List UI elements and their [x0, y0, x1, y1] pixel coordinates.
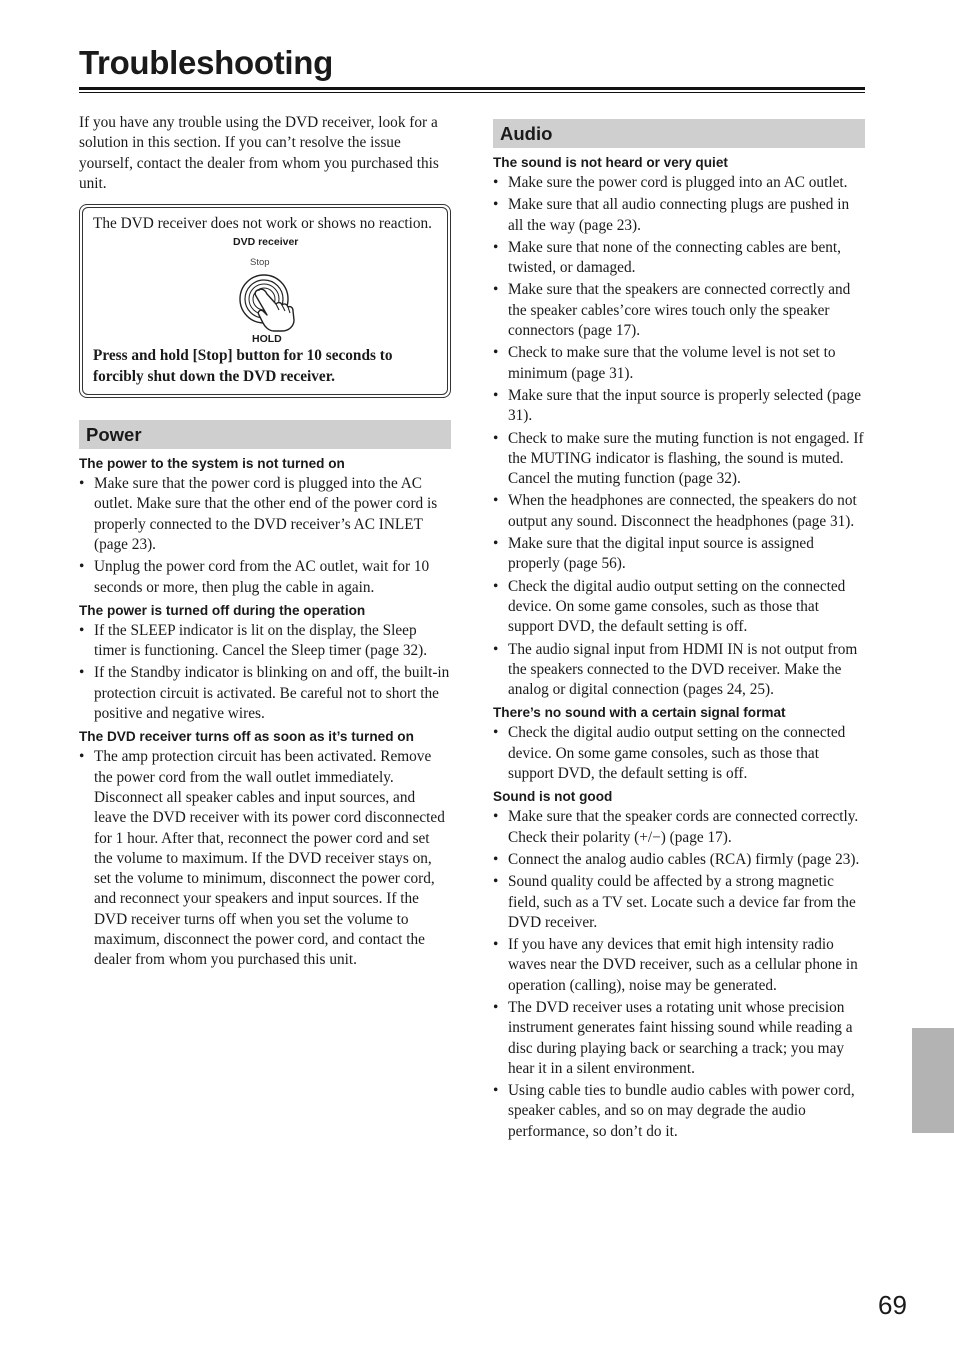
power-bullet-list: [79, 621, 451, 724]
notice-box: [79, 204, 451, 398]
list-item: • Make sure that the speaker cords are connected correctly. Check their polarity (+/−) (page 17).: [493, 807, 865, 848]
list-item: • Check to make sure the muting function is not engaged. If the MUTING indicator is flashing, the sound is muted. Cancel the muting function (page 32).: [493, 429, 865, 490]
list-item: • Using cable ties to bundle audio cables with power cord, speaker cables, and so on may degrade the audio performance, so don’t do it.: [493, 1081, 865, 1142]
list-item: • Check the digital audio output setting on the connected device. On some game consoles, such as those that support DVD, the default setting is off.: [493, 723, 865, 784]
list-item: • Make sure that the input source is properly selected (page 31).: [493, 386, 865, 427]
list-item: • Make sure that none of the connecting cables are bent, twisted, or damaged.: [493, 238, 865, 279]
list-item: • Make sure that the digital input source is assigned properly (page 56).: [493, 534, 865, 575]
notice-instruction: Press and hold [Stop] button for 10 seconds to forcibly shut down the DVD receiver.: [93, 347, 393, 385]
power-subheading: The power is turned off during the operation: [79, 602, 366, 618]
list-item: • Make sure that the speakers are connected correctly and the speaker cables’core wires touch only the speaker connectors (page 17).: [493, 280, 865, 341]
side-tab-marker: [912, 1028, 954, 1133]
power-subheading: The power to the system is not turned on: [79, 456, 345, 472]
audio-bullet-list: [493, 723, 865, 784]
audio-subheading: Sound is not good: [493, 789, 613, 805]
list-item: • The amp protection circuit has been activated. Remove the power cord from the wall outlet immediately. Disconnect all speaker cables and input sources, and leave the DVD receiver with its power cord disconnected for 1 hour. After that, reconnect the power cord and set the volume to maximum. If the DVD receiver stays on, set the volume to minimum, disconnect the power cord, and reconnect your speakers and input sources. If the DVD receiver turns off when you set the volume to maximum, disconnect the power cord, and contact the dealer from whom you purchased this unit.: [79, 747, 451, 970]
list-item: • Make sure that the power cord is plugged into the AC outlet. Make sure that the other end of the power cord is properly connected to the DVD receiver’s AC INLET (page 23).: [79, 474, 451, 555]
list-item: • The DVD receiver uses a rotating unit whose precision instrument generates faint hissing sound while reading a disc during playing back or searching a track; you may hear it in a silent environment.: [493, 998, 865, 1079]
title-rule-thin: [79, 92, 865, 93]
power-groups: [79, 455, 451, 971]
intro-paragraph: If you have any trouble using the DVD receiver, look for a solution in this section. If you can’t resolve the issue yourself, contact the dealer from whom you purchased this unit.: [79, 114, 439, 192]
list-item: • Sound quality could be affected by a strong magnetic field, such as a TV set. Locate such a device far from the DVD receiver.: [493, 872, 865, 933]
press-hold-stop-icon: [234, 270, 304, 332]
stop-button-figure: [93, 234, 437, 346]
power-heading: Power: [79, 420, 451, 449]
list-item: • If the Standby indicator is blinking on and off, the built-in protection circuit is activated. Be careful not to short the positive and negative wires.: [79, 663, 451, 724]
stop-label: Stop: [250, 257, 270, 269]
title-rule: [79, 87, 865, 90]
notice-text: The DVD receiver does not work or shows no reaction.: [93, 215, 432, 233]
list-item: • Connect the analog audio cables (RCA) firmly (page 23).: [493, 850, 865, 870]
list-item: • If the SLEEP indicator is lit on the display, the Sleep timer is functioning. Cancel the Sleep timer (page 32).: [79, 621, 451, 662]
hold-label: HOLD: [252, 333, 282, 346]
list-item: • The audio signal input from HDMI IN is not output from the speakers connected to the DVD receiver. Make the analog or digital connection (pages 24, 25).: [493, 640, 865, 701]
list-item: • Make sure the power cord is plugged into an AC outlet.: [493, 173, 865, 193]
audio-bullet-list: [493, 807, 865, 1142]
audio-heading: Audio: [493, 119, 865, 148]
page-title: Troubleshooting: [79, 44, 333, 81]
list-item: • Check the digital audio output setting on the connected device. On some game consoles, such as those that support DVD, the default setting is off.: [493, 577, 865, 638]
notice-box-inner: [82, 207, 448, 395]
list-item: • If you have any devices that emit high intensity radio waves near the DVD receiver, such as a cellular phone in operation (calling), noise may be generated.: [493, 935, 865, 996]
list-item: • Make sure that all audio connecting plugs are pushed in all the way (page 23).: [493, 195, 865, 236]
audio-subheading: There’s no sound with a certain signal format: [493, 705, 786, 721]
left-column: [79, 113, 451, 975]
audio-groups: [493, 154, 865, 1142]
audio-bullet-list: [493, 173, 865, 700]
list-item: • When the headphones are connected, the speakers do not output any sound. Disconnect the headphones (page 31).: [493, 491, 865, 532]
right-column: [493, 113, 865, 1146]
power-subheading: The DVD receiver turns off as soon as it’s turned on: [79, 729, 414, 745]
list-item: • Check to make sure that the volume level is not set to minimum (page 31).: [493, 343, 865, 384]
power-bullet-list: [79, 747, 451, 970]
power-bullet-list: [79, 474, 451, 598]
audio-subheading: The sound is not heard or very quiet: [493, 155, 728, 170]
list-item: • Unplug the power cord from the AC outlet, wait for 10 seconds or more, then plug the cable in again.: [79, 557, 451, 598]
figure-label: DVD receiver: [233, 236, 299, 249]
page-number: 69: [878, 1290, 907, 1320]
